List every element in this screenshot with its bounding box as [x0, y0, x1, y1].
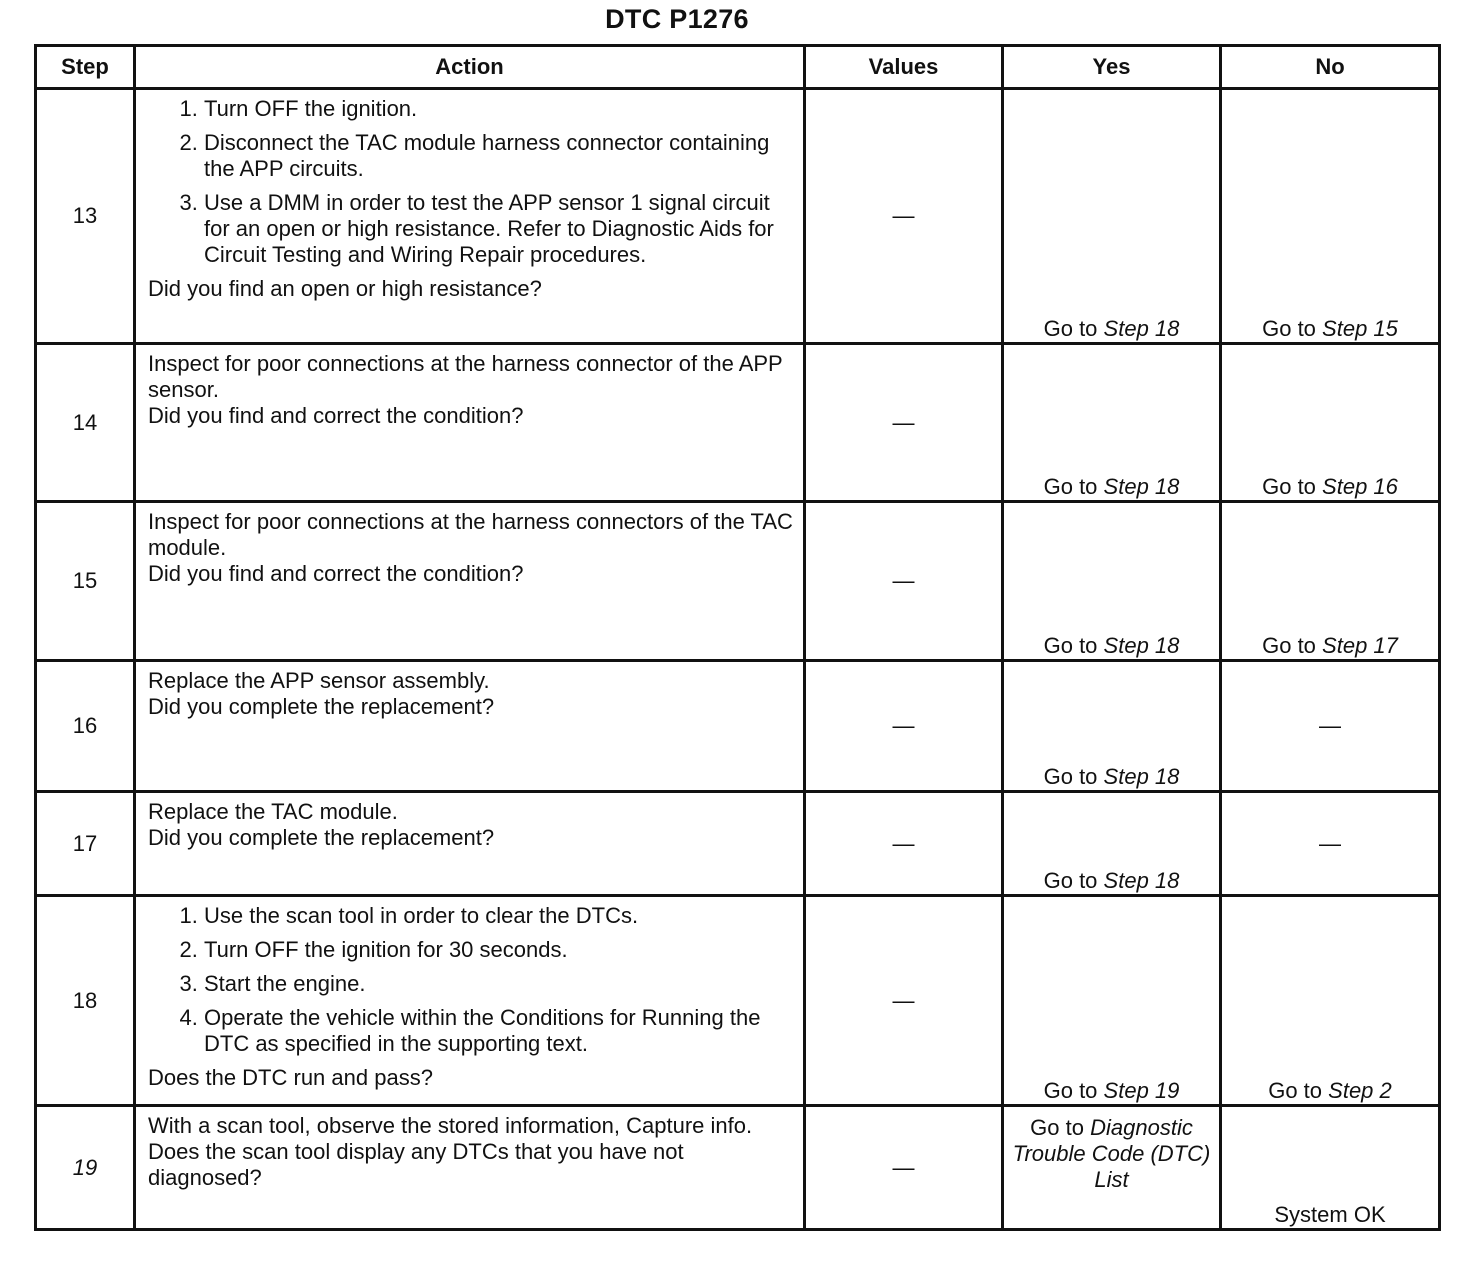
header-no: No — [1221, 46, 1440, 89]
table-row — [36, 89, 1440, 344]
action-question: Did you find and correct the condition? — [148, 403, 524, 428]
no-cell: — — [1221, 792, 1440, 896]
yes-prefix: Go to — [1043, 633, 1098, 658]
header-action: Action — [135, 46, 805, 89]
values-cell: — — [805, 89, 1003, 344]
table-row — [36, 502, 1440, 661]
no-cell — [1221, 344, 1440, 502]
action-text: Inspect for poor connections at the harness connector of the APP sensor. — [148, 351, 783, 402]
action-cell — [135, 89, 805, 344]
no-prefix: Go to — [1262, 633, 1316, 658]
yes-prefix: Go to — [1030, 1115, 1084, 1140]
table-row — [36, 792, 1440, 896]
yes-step-link: Step 18 — [1103, 474, 1180, 499]
no-cell — [1221, 502, 1440, 661]
page-title: DTC P1276 — [605, 4, 749, 34]
table-row — [36, 661, 1440, 792]
action-item: 3. Use a DMM in order to test the APP sensor 1 signal circuit for an open or high resistance. Refer to Diagnostic Aids for Circuit Testing and Wiring Repair procedures. — [204, 190, 793, 268]
action-cell — [135, 896, 805, 1106]
no-prefix: Go to — [1268, 1078, 1323, 1103]
yes-step-link: Step 18 — [1103, 764, 1180, 789]
action-text: Replace the TAC module. — [148, 799, 398, 824]
yes-cell — [1003, 1106, 1221, 1230]
header-step: Step — [36, 46, 135, 89]
yes-step-link: Step 18 — [1103, 868, 1180, 893]
table-row — [36, 344, 1440, 502]
action-question: Does the scan tool display any DTCs that you have not diagnosed? — [148, 1139, 684, 1190]
action-cell — [135, 344, 805, 502]
no-step-link: Step 17 — [1322, 633, 1398, 658]
action-list — [148, 903, 793, 1065]
action-cell — [135, 661, 805, 792]
action-item: 2. Disconnect the TAC module harness connector containing the APP circuits. — [204, 130, 793, 182]
no-step-link: Step 15 — [1322, 316, 1398, 341]
no-prefix: Go to — [1262, 474, 1316, 499]
yes-cell — [1003, 89, 1221, 344]
step-number: 15 — [36, 502, 135, 661]
yes-step-link: Step 19 — [1103, 1078, 1180, 1103]
action-question: Did you complete the replacement? — [148, 825, 495, 850]
values-cell: — — [805, 344, 1003, 502]
no-cell — [1221, 89, 1440, 344]
values-cell: — — [805, 502, 1003, 661]
action-item: 1. Turn OFF the ignition. — [204, 96, 793, 122]
yes-prefix: Go to — [1043, 474, 1098, 499]
action-cell — [135, 1106, 805, 1230]
yes-step-link: Step 18 — [1103, 316, 1180, 341]
action-question: Does the DTC run and pass? — [148, 1065, 433, 1090]
yes-dtc-list-link: Diagnostic Trouble Code (DTC) List — [1012, 1115, 1211, 1192]
yes-prefix: Go to — [1043, 1078, 1098, 1103]
values-cell: — — [805, 792, 1003, 896]
no-cell: — — [1221, 661, 1440, 792]
yes-cell — [1003, 896, 1221, 1106]
diagnostic-table — [34, 44, 1441, 1231]
action-cell — [135, 502, 805, 661]
step-number: 14 — [36, 344, 135, 502]
yes-prefix: Go to — [1043, 316, 1098, 341]
values-cell: — — [805, 896, 1003, 1106]
values-cell: — — [805, 1106, 1003, 1230]
no-cell: System OK — [1221, 1106, 1440, 1230]
action-item: 2. Turn OFF the ignition for 30 seconds. — [204, 937, 793, 963]
no-prefix: Go to — [1262, 316, 1316, 341]
step-number: 16 — [36, 661, 135, 792]
yes-prefix: Go to — [1043, 868, 1098, 893]
header-row — [36, 46, 1440, 89]
yes-cell — [1003, 661, 1221, 792]
no-step-link: Step 16 — [1322, 474, 1398, 499]
action-item: 3. Start the engine. — [204, 971, 793, 997]
yes-step-link: Step 18 — [1103, 633, 1180, 658]
no-step-link: Step 2 — [1328, 1078, 1392, 1103]
yes-prefix: Go to — [1043, 764, 1098, 789]
action-item: 1. Use the scan tool in order to clear the DTCs. — [204, 903, 793, 929]
action-list — [148, 96, 793, 276]
table-row — [36, 896, 1440, 1106]
yes-cell — [1003, 344, 1221, 502]
action-question: Did you complete the replacement? — [148, 694, 495, 719]
action-question: Did you find an open or high resistance? — [148, 276, 542, 301]
action-text: With a scan tool, observe the stored information, Capture info. — [148, 1113, 753, 1138]
yes-cell — [1003, 792, 1221, 896]
action-cell — [135, 792, 805, 896]
step-number: 17 — [36, 792, 135, 896]
action-item: 4. Operate the vehicle within the Conditions for Running the DTC as specified in the supporting text. — [204, 1005, 793, 1057]
action-text: Replace the APP sensor assembly. — [148, 668, 490, 693]
step-number: 13 — [36, 89, 135, 344]
header-values: Values — [805, 46, 1003, 89]
values-cell: — — [805, 661, 1003, 792]
action-question: Did you find and correct the condition? — [148, 561, 524, 586]
header-yes: Yes — [1003, 46, 1221, 89]
step-number: 19 — [36, 1106, 135, 1230]
step-number: 18 — [36, 896, 135, 1106]
table-row — [36, 1106, 1440, 1230]
yes-cell — [1003, 502, 1221, 661]
no-cell — [1221, 896, 1440, 1106]
action-text: Inspect for poor connections at the harness connectors of the TAC module. — [148, 509, 793, 560]
